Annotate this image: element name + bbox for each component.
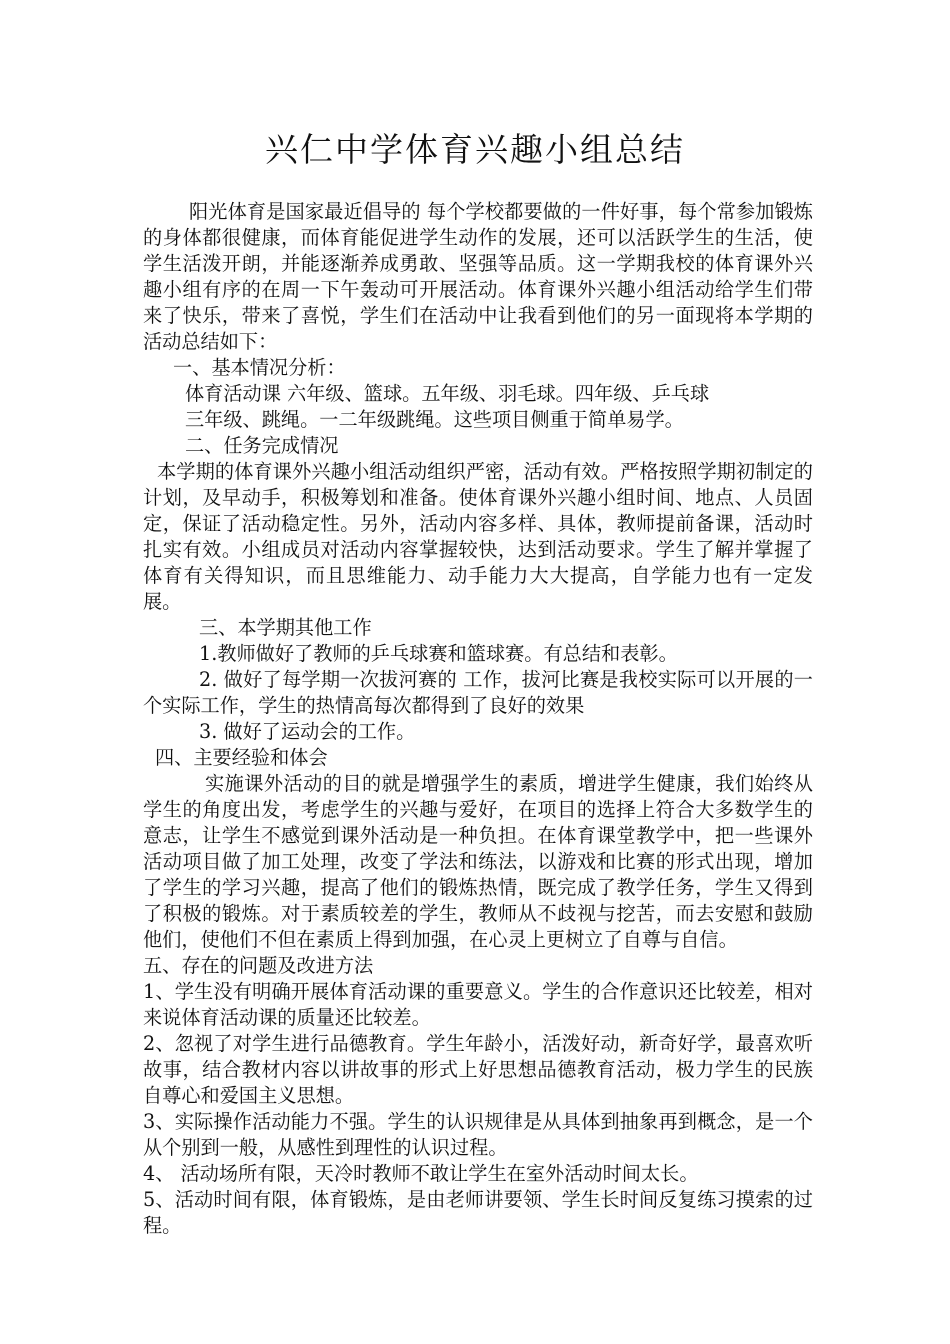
document-body [143,199,813,1239]
paragraph-other-work-3: 3. 做好了运动会的工作。 [199,720,416,743]
document-title: 兴仁中学体育兴趣小组总结 [265,130,685,169]
problem-item-1: 1、学生没有明确开展体育活动课的重要意义。学生的合作意识还比较差，相对来说体育活动课的质量还比较差。 [143,980,813,1029]
problem-item-4: 4、 活动场所有限，天冷时教师不敢让学生在室外活动时间太长。 [143,1162,699,1185]
section-heading-other-work: 三、本学期其他工作 [199,616,372,639]
paragraph-experience: 实施课外活动的目的就是增强学生的素质，增进学生健康，我们始终从学生的角度出发，考虑学生的兴趣与爱好，在项目的选择上符合大多数学生的意志，让学生不感觉到课外活动是一种负担。在体育课堂教学中，把一些课外活动项目做了加工处理，改变了学法和练法，以游戏和比赛的形式出现，增加了学生的学习兴趣，提高了他们的锻炼热情，既完成了教学任务，学生又得到了积极的锻炼。对于素质较差的学生，教师从不歧视与挖苦，而去安慰和鼓励他们，使他们不但在素质上得到加强，在心灵上更树立了自尊与自信。 [143,772,813,951]
section-heading-experience: 四、主要经验和体会 [155,746,328,769]
section-heading-problems: 五、存在的问题及改进方法 [143,954,374,977]
problem-item-2: 2、忽视了对学生进行品德教育。学生年龄小，活泼好动，新奇好学，最喜欢听故事，结合教材内容以讲故事的形式上好思想品德教育活动，极力学生的民族自尊心和爱国主义思想。 [143,1032,813,1107]
section-heading-basic: 一、基本情况分析： [173,356,346,379]
paragraph-other-work-1: 1.教师做好了教师的乒乓球赛和篮球赛。有总结和表彰。 [199,642,678,665]
paragraph-activities-1: 体育活动课 六年级、篮球。五年级、羽毛球。四年级、乒乓球 [185,382,710,405]
paragraph-activities-2: 三年级、跳绳。一二年级跳绳。这些项目侧重于简单易学。 [185,408,684,431]
problem-item-3: 3、实际操作活动能力不强。学生的认识规律是从具体到抽象再到概念，是一个从个别到一般，从感性到理性的认识过程。 [143,1110,813,1159]
section-heading-tasks: 二、任务完成情况 [185,434,339,457]
paragraph-other-work-2: 2. 做好了每学期一次拔河赛的 工作，拔河比赛是我校实际可以开展的一个实际工作，学生的热情高每次都得到了良好的效果 [143,668,813,717]
paragraph-tasks: 本学期的体育课外兴趣小组活动组织严密，活动有效。严格按照学期初制定的计划，及早动手，积极筹划和准备。使体育课外兴趣小组时间、地点、人员固定，保证了活动稳定性。另外，活动内容多样、具体，教师提前备课，活动时扎实有效。小组成员对活动内容掌握较快，达到活动要求。学生了解并掌握了体育有关得知识，而且思维能力、动手能力大大提高，自学能力也有一定发展。 [143,460,813,613]
intro-paragraph: 阳光体育是国家最近倡导的 每个学校都要做的一件好事，每个常参加锻炼的身体都很健康，而体育能促进学生动作的发展，还可以活跃学生的生活，使学生活泼开朗，并能逐渐养成勇敢、坚强等品质。这一学期我校的体育课外兴趣小组有序的在周一下午轰动可开展活动。体育课外兴趣小组活动给学生们带来了快乐，带来了喜悦，学生们在活动中让我看到他们的另一面现将本学期的活动总结如下： [143,200,813,353]
problem-item-5: 5、活动时间有限，体育锻炼，是由老师讲要领、学生长时间反复练习摸索的过程。 [143,1188,813,1237]
